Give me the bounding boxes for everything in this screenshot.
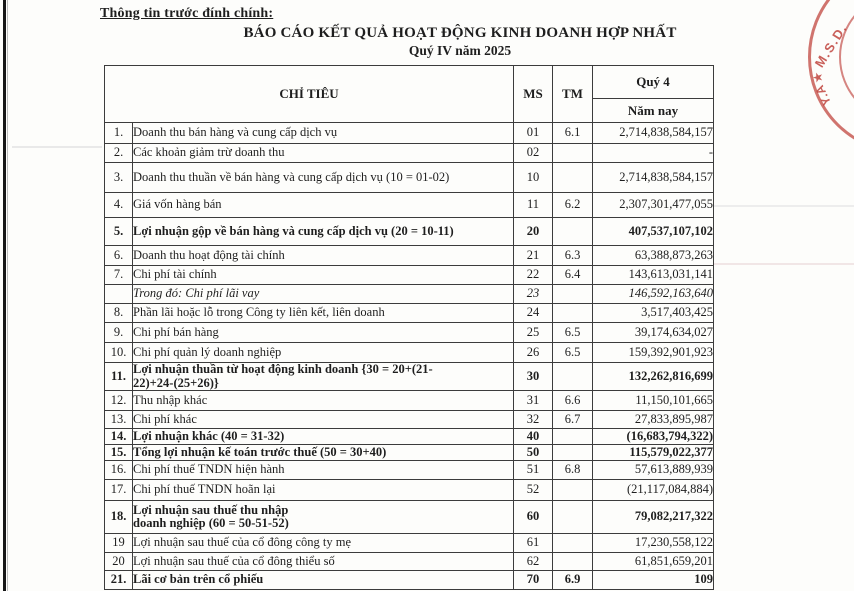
value-cell: 2,714,838,584,157 (593, 123, 714, 144)
table-row (105, 246, 714, 266)
header-current-year: Năm nay (593, 99, 714, 123)
tm-note-cell (553, 218, 593, 246)
ms-code-cell: 26 (514, 343, 553, 363)
value-cell: 109 (593, 571, 714, 590)
criteria-label: Doanh thu hoạt động tài chính (133, 247, 285, 262)
value-cell: 159,392,901,923 (593, 343, 714, 363)
tm-note-cell (553, 144, 593, 163)
ms-code-cell: 51 (514, 461, 553, 480)
criteria-cell (133, 144, 514, 163)
income-statement-table (104, 65, 714, 590)
pre-title: Thông tin trước đính chính: (100, 6, 274, 21)
criteria-cell (133, 461, 514, 480)
row-number-cell: 9. (105, 323, 133, 343)
stamp-text-top: M.S.D. (811, 20, 851, 71)
row-number-cell: 15. (105, 445, 133, 461)
criteria-label: Lãi cơ bản trên cổ phiếu (133, 572, 264, 587)
criteria-label: Chi phí bán hàng (133, 324, 219, 339)
ms-code-cell: 02 (514, 144, 553, 163)
criteria-cell (133, 571, 514, 590)
title-block (104, 25, 816, 59)
criteria-label: Trong đó: Chi phí lãi vay (133, 286, 260, 301)
tm-note-cell (553, 163, 593, 193)
criteria-cell (133, 266, 514, 285)
tm-note-cell: 6.1 (553, 123, 593, 144)
criteria-label: Doanh thu bán hàng và cung cấp dịch vụ (133, 125, 338, 140)
criteria-label: Lợi nhuận sau thuế của cổ đông công ty mẹ (133, 535, 352, 550)
value-cell: (16,683,794,322) (593, 429, 714, 445)
table-row (105, 411, 714, 429)
ms-code-cell: 50 (514, 445, 553, 461)
criteria-cell (133, 246, 514, 266)
tm-note-cell: 6.6 (553, 391, 593, 411)
criteria-cell (133, 285, 514, 304)
criteria-cell (133, 501, 514, 534)
row-number-cell: 5. (105, 218, 133, 246)
table-row (105, 266, 714, 285)
value-cell: 27,833,895,987 (593, 411, 714, 429)
tm-note-cell: 6.8 (553, 461, 593, 480)
row-number-cell: 20 (105, 553, 133, 571)
criteria-cell (133, 193, 514, 218)
tm-note-cell: 6.5 (553, 343, 593, 363)
criteria-label-line2: 22)+24-(25+26)} (133, 375, 219, 390)
criteria-label: Doanh thu thuần về bán hàng và cung cấp dịch vụ (10 = 01-02) (133, 169, 450, 184)
criteria-label: Chi phí tài chính (133, 267, 217, 282)
tm-note-cell (553, 285, 593, 304)
row-number-cell: 1. (105, 123, 133, 144)
value-cell: 143,613,031,141 (593, 266, 714, 285)
row-number-cell: 14. (105, 429, 133, 445)
ms-code-cell: 40 (514, 429, 553, 445)
criteria-label: Tổng lợi nhuận kế toán trước thuế (50 = 30+40) (133, 444, 387, 459)
table-row (105, 323, 714, 343)
criteria-cell (133, 343, 514, 363)
row-number-cell: 21. (105, 571, 133, 590)
table-row (105, 480, 714, 501)
ms-code-cell: 30 (514, 363, 553, 391)
criteria-cell (133, 323, 514, 343)
value-cell: 2,307,301,477,055 (593, 193, 714, 218)
tm-note-cell: 6.5 (553, 323, 593, 343)
table-row (105, 534, 714, 553)
value-cell: 115,579,022,377 (593, 445, 714, 461)
tm-note-cell (553, 553, 593, 571)
criteria-label: Lợi nhuận sau thuế của cổ đông thiểu số (133, 553, 335, 568)
table-row (105, 123, 714, 144)
tm-note-cell: 6.3 (553, 246, 593, 266)
criteria-cell (133, 218, 514, 246)
value-cell: 79,082,217,322 (593, 501, 714, 534)
row-number-cell: 16. (105, 461, 133, 480)
criteria-cell (133, 363, 514, 391)
criteria-label: Giá vốn hàng bán (133, 197, 222, 212)
value-cell: 146,592,163,640 (593, 285, 714, 304)
header-quarter: Quý 4 (593, 66, 714, 99)
table-row (105, 429, 714, 445)
table-row (105, 144, 714, 163)
row-number-cell: 3. (105, 163, 133, 193)
table-row (105, 218, 714, 246)
row-number-cell: 12. (105, 391, 133, 411)
row-number-cell: 19 (105, 534, 133, 553)
value-cell: 132,262,816,699 (593, 363, 714, 391)
criteria-label: Các khoản giảm trừ doanh thu (133, 145, 285, 160)
ms-code-cell: 61 (514, 534, 553, 553)
row-number-cell: 4. (105, 193, 133, 218)
row-number-cell: 7. (105, 266, 133, 285)
scan-streak (12, 146, 102, 148)
criteria-cell (133, 534, 514, 553)
criteria-label: Phần lãi hoặc lỗ trong Công ty liên kết, liên doanh (133, 305, 385, 320)
ms-code-cell: 52 (514, 480, 553, 501)
tm-note-cell (553, 480, 593, 501)
value-cell: - (593, 144, 714, 163)
value-cell: 63,388,873,263 (593, 246, 714, 266)
tm-note-cell (553, 363, 593, 391)
stamp-star-icon: ★ (811, 70, 825, 86)
tm-note-cell: 6.2 (553, 193, 593, 218)
row-number-cell (105, 285, 133, 304)
criteria-cell (133, 480, 514, 501)
tm-note-cell: 6.4 (553, 266, 593, 285)
ms-code-cell: 32 (514, 411, 553, 429)
row-number-cell: 6. (105, 246, 133, 266)
table-row (105, 163, 714, 193)
row-number-cell: 2. (105, 144, 133, 163)
tm-note-cell (553, 445, 593, 461)
scan-streak (714, 205, 854, 207)
report-period: Quý IV năm 2025 (408, 43, 512, 58)
ms-code-cell: 20 (514, 218, 553, 246)
row-number-cell: 13. (105, 411, 133, 429)
tm-note-cell: 6.9 (553, 571, 593, 590)
ms-code-cell: 21 (514, 246, 553, 266)
ms-code-cell: 11 (514, 193, 553, 218)
criteria-label: Chi phí khác (133, 411, 197, 426)
table-row (105, 553, 714, 571)
criteria-label: Lợi nhuận thuần từ hoạt động kinh doanh {30 = 20+(21- (133, 362, 433, 376)
table-row (105, 501, 714, 534)
criteria-cell (133, 445, 514, 461)
criteria-cell (133, 304, 514, 323)
table-row (105, 363, 714, 391)
criteria-label: Chi phí thuế TNDN hoãn lại (133, 482, 276, 497)
value-cell: 3,517,403,425 (593, 304, 714, 323)
table-row (105, 343, 714, 363)
header-tm-note: TM (553, 66, 593, 123)
table-row (105, 571, 714, 590)
header-ms-code: MS (514, 66, 553, 123)
table-row (105, 285, 714, 304)
ms-code-cell: 70 (514, 571, 553, 590)
value-cell: 39,174,634,027 (593, 323, 714, 343)
stamp-inner-circle (839, 0, 854, 123)
criteria-label: Chi phí quản lý doanh nghiệp (133, 344, 282, 359)
table-row (105, 193, 714, 218)
value-cell: 17,230,558,122 (593, 534, 714, 553)
stamp-text-bottom: Y.A (812, 82, 834, 108)
ms-code-cell: 22 (514, 266, 553, 285)
row-number-cell: 18. (105, 501, 133, 534)
row-number-cell: 10. (105, 343, 133, 363)
ms-code-cell: 31 (514, 391, 553, 411)
value-cell: 407,537,107,102 (593, 218, 714, 246)
ms-code-cell: 23 (514, 285, 553, 304)
table-row (105, 304, 714, 323)
criteria-label: Thu nhập khác (133, 392, 208, 407)
ms-code-cell: 62 (514, 553, 553, 571)
criteria-label: Lợi nhuận gộp về bán hàng và cung cấp dịch vụ (20 = 10-11) (133, 223, 454, 238)
row-number-cell: 8. (105, 304, 133, 323)
criteria-label: Lợi nhuận khác (40 = 31-32) (133, 428, 285, 443)
criteria-cell (133, 163, 514, 193)
table-row (105, 461, 714, 480)
criteria-label-line2: doanh nghiệp (60 = 50-51-52) (133, 516, 289, 530)
criteria-cell (133, 429, 514, 445)
value-cell: 2,714,838,584,157 (593, 163, 714, 193)
value-cell: 11,150,101,665 (593, 391, 714, 411)
row-number-cell: 17. (105, 480, 133, 501)
header-criteria: CHỈ TIÊU (105, 66, 514, 123)
ms-code-cell: 25 (514, 323, 553, 343)
scan-edge-artifact (3, 0, 6, 591)
report-title: BÁO CÁO KẾT QUẢ HOẠT ĐỘNG KINH DOANH HỢP NHẤT (243, 25, 677, 41)
ms-code-cell: 24 (514, 304, 553, 323)
criteria-cell (133, 411, 514, 429)
value-cell: 57,613,889,939 (593, 461, 714, 480)
tm-note-cell (553, 429, 593, 445)
tm-note-cell (553, 501, 593, 534)
table-row (105, 391, 714, 411)
tm-note-cell (553, 304, 593, 323)
criteria-cell (133, 391, 514, 411)
table-row (105, 445, 714, 461)
scan-edge-artifact-light (7, 0, 8, 591)
value-cell: (21,117,084,884) (593, 480, 714, 501)
tm-note-cell (553, 534, 593, 553)
criteria-label: Lợi nhuận sau thuế thu nhập (133, 502, 289, 517)
criteria-cell (133, 553, 514, 571)
tm-note-cell: 6.7 (553, 411, 593, 429)
ms-code-cell: 60 (514, 501, 553, 534)
criteria-cell (133, 123, 514, 144)
value-cell: 61,851,659,201 (593, 553, 714, 571)
scan-streak (714, 263, 854, 265)
stamp-outer-circle (808, 0, 854, 154)
row-number-cell: 11. (105, 363, 133, 391)
ms-code-cell: 10 (514, 163, 553, 193)
ms-code-cell: 01 (514, 123, 553, 144)
criteria-label: Chi phí thuế TNDN hiện hành (133, 462, 285, 477)
